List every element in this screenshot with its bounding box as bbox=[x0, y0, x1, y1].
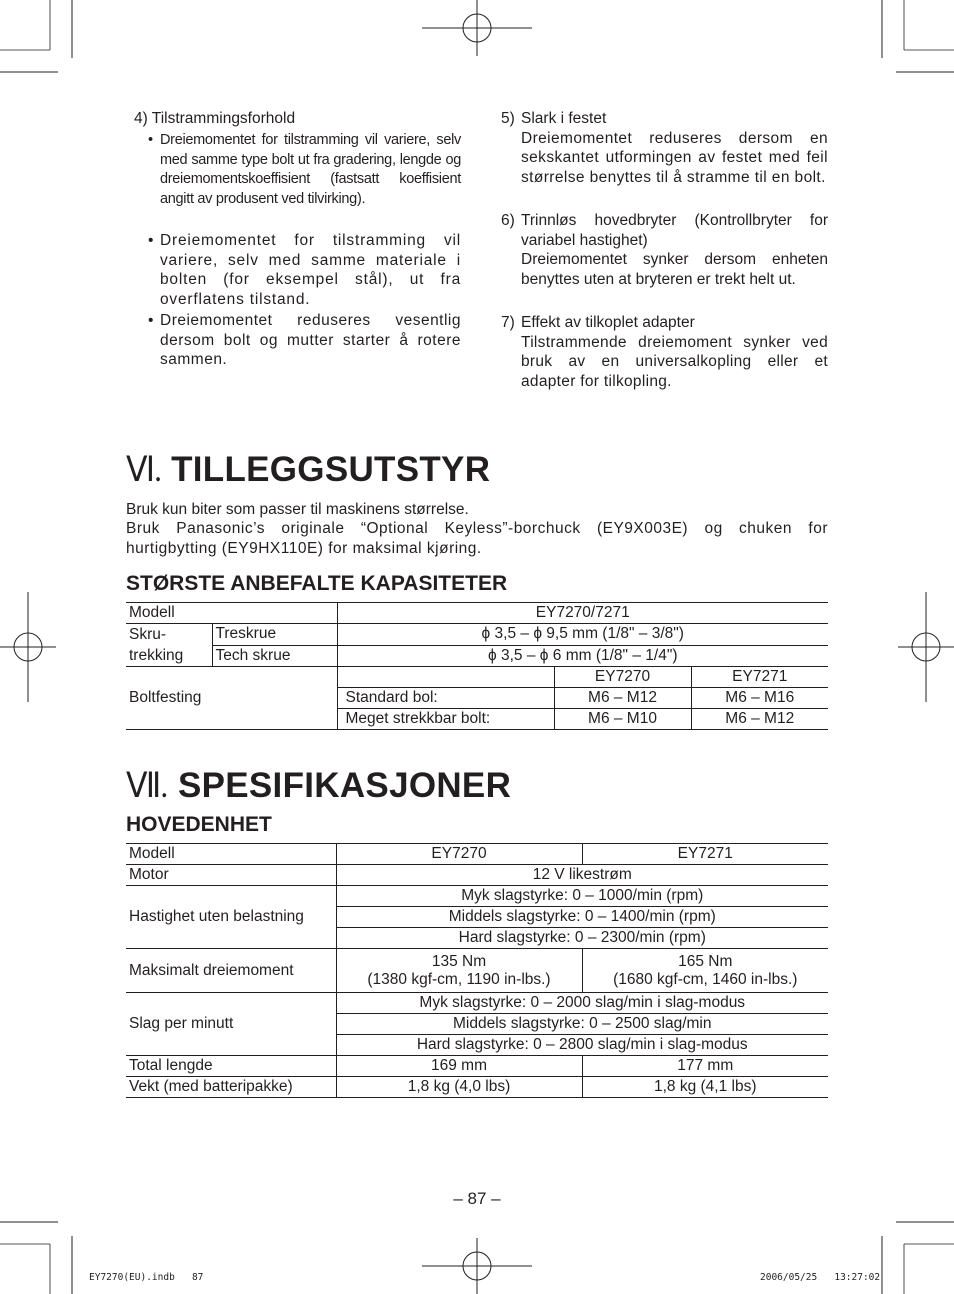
footer-file: EY7270(EU).indb 87 bbox=[89, 1272, 204, 1283]
spec-length-label: Total lengde bbox=[126, 1056, 336, 1077]
capacities-heading: STØRSTE ANBEFALTE KAPASITETER bbox=[126, 572, 508, 595]
spec-torque-b-nm: 165 Nm bbox=[678, 952, 733, 970]
item-6 bbox=[501, 211, 828, 289]
main-unit-heading: HOVEDENHET bbox=[126, 813, 272, 836]
section-6-para-2: Bruk Panasonic’s originale “Optional Keyless”-borchuck (EY9X003E) og chuken for hurtigbytting (EY9HX110E) for maksimal kjøring. bbox=[126, 520, 828, 557]
item-5-body: Dreiemomentet reduseres dersom en sekskantet utformingen av festet med feil størrelse benyttes til å stramme til en bolt. bbox=[521, 129, 828, 186]
spec-speed-2: Middels slagstyrke: 0 – 1400/min (rpm) bbox=[336, 907, 828, 928]
cap-tech-value: ϕ 3,5 – ϕ 6 mm (1/8" – 1/4") bbox=[337, 645, 828, 667]
table-row bbox=[126, 1077, 828, 1098]
spec-impact-3: Hard slagstyrke: 0 – 2800 slag/min i slag-modus bbox=[336, 1035, 828, 1056]
item-7-body: Tilstrammende dreiemoment synker ved bruk av en universalkopling eller et adapter for tilkopling. bbox=[521, 333, 828, 390]
spec-motor-label: Motor bbox=[126, 865, 336, 886]
cap-std-b: M6 – M16 bbox=[691, 688, 828, 709]
spec-weight-b: 1,8 kg (4,1 lbs) bbox=[582, 1077, 828, 1098]
table-row bbox=[126, 949, 828, 993]
specifications-table bbox=[126, 843, 828, 1098]
table-row bbox=[126, 886, 828, 907]
item-6-number: 6) bbox=[501, 212, 515, 229]
footer-datetime: 2006/05/25 13:27:02 bbox=[760, 1272, 881, 1283]
spec-col-b: EY7271 bbox=[582, 844, 828, 865]
cap-treskrue-label: Treskrue bbox=[212, 624, 337, 646]
table-row bbox=[126, 1056, 828, 1077]
bullet-3: • Dreiemomentet reduseres vesentlig dersom bolt og mutter starter å rotere sammen. bbox=[148, 312, 461, 368]
table-row bbox=[126, 865, 828, 886]
bullet-2: • Dreiemomentet for tilstramming vil variere, selv med samme materiale i bolten (for eksempel stål), ut fra overflatens tilstand. bbox=[148, 232, 461, 308]
cap-std-label: Standard bol: bbox=[337, 688, 554, 709]
page-number: – 87 – bbox=[453, 1189, 501, 1208]
crop-mark-top-left bbox=[0, 0, 80, 80]
table-row bbox=[126, 993, 828, 1014]
section-6-numeral: Ⅵ. bbox=[126, 450, 162, 489]
cap-tech-label: Tech skrue bbox=[212, 645, 337, 667]
section-6-para-1: Bruk kun biter som passer til maskinens størrelse. bbox=[126, 501, 469, 518]
spec-speed-3: Hard slagstyrke: 0 – 2300/min (rpm) bbox=[336, 928, 828, 949]
registration-mark-top bbox=[422, 0, 532, 60]
cap-high-b: M6 – M12 bbox=[691, 709, 828, 730]
cap-empty-cell bbox=[337, 667, 554, 688]
crop-mark-bottom-left bbox=[0, 1214, 80, 1294]
table-row bbox=[126, 645, 828, 667]
item-7-title: Effekt av tilkoplet adapter bbox=[521, 314, 695, 331]
table-row bbox=[126, 603, 828, 624]
item-7 bbox=[501, 313, 828, 391]
cap-modell-label: Modell bbox=[126, 603, 337, 624]
spec-weight-label: Vekt (med batteripakke) bbox=[126, 1077, 336, 1098]
spec-motor-value: 12 V likestrøm bbox=[336, 865, 828, 886]
item-5-title: Slark i festet bbox=[521, 110, 607, 127]
cap-col-b: EY7271 bbox=[691, 667, 828, 688]
section-7-numeral: Ⅶ. bbox=[126, 766, 168, 805]
item-5 bbox=[501, 109, 828, 187]
table-row bbox=[126, 624, 828, 646]
spec-modell-label: Modell bbox=[126, 844, 336, 865]
cap-std-a: M6 – M12 bbox=[554, 688, 691, 709]
table-row bbox=[126, 667, 828, 688]
bullet-1: • Dreiemomentet for tilstramming vil variere, selv med samme type bolt ut fra gradering, lengde og dreiemomentskoeffisient (fastsatt koeffisient angitt av produsent ved tilvirking). bbox=[148, 132, 461, 207]
registration-mark-right bbox=[898, 592, 954, 702]
spec-length-b: 177 mm bbox=[582, 1056, 828, 1077]
capacities-table bbox=[126, 602, 828, 730]
bullet-3-text: Dreiemomentet reduseres vesentlig dersom bolt og mutter starter å rotere sammen. bbox=[160, 312, 461, 368]
spec-torque-a bbox=[336, 949, 582, 993]
spec-length-a: 169 mm bbox=[336, 1056, 582, 1077]
spec-torque-a-alt: (1380 kgf-cm, 1190 in-lbs.) bbox=[367, 970, 551, 988]
crop-mark-bottom-right bbox=[874, 1214, 954, 1294]
spec-impact-2: Middels slagstyrke: 0 – 2500 slag/min bbox=[336, 1014, 828, 1035]
spec-torque-label: Maksimalt dreiemoment bbox=[126, 949, 336, 993]
spec-speed-label: Hastighet uten belastning bbox=[126, 886, 336, 949]
registration-mark-left bbox=[0, 592, 60, 702]
item-7-number: 7) bbox=[501, 314, 515, 331]
cap-treskrue-value: ϕ 3,5 – ϕ 9,5 mm (1/8" – 3/8") bbox=[337, 624, 828, 646]
cap-skru-label bbox=[126, 624, 212, 667]
item-5-number: 5) bbox=[501, 110, 515, 127]
cap-col-a: EY7270 bbox=[554, 667, 691, 688]
bullet-1-text: Dreiemomentet for tilstramming vil variere, selv med samme type bolt ut fra gradering, lengde og dreiemomentskoeffisient (fastsatt koeffisient angitt av produsent ved tilvirking). bbox=[160, 132, 461, 207]
spec-weight-a: 1,8 kg (4,0 lbs) bbox=[336, 1077, 582, 1098]
cap-modell-value: EY7270/7271 bbox=[337, 603, 828, 624]
spec-col-a: EY7270 bbox=[336, 844, 582, 865]
crop-mark-top-right bbox=[874, 0, 954, 80]
spec-impact-1: Myk slagstyrke: 0 – 2000 slag/min i slag-modus bbox=[336, 993, 828, 1014]
section-6-heading bbox=[126, 450, 490, 490]
cap-bolt-label: Boltfesting bbox=[126, 667, 337, 730]
cap-high-a: M6 – M10 bbox=[554, 709, 691, 730]
cap-skru-text: Skru- trekking bbox=[129, 626, 184, 664]
spec-speed-1: Myk slagstyrke: 0 – 1000/min (rpm) bbox=[336, 886, 828, 907]
item-6-body: Dreiemomentet synker dersom enheten benyttes uten at bryteren er trekt helt ut. bbox=[521, 251, 828, 288]
section-7-title: SPESIFIKASJONER bbox=[177, 766, 512, 805]
registration-mark-bottom bbox=[422, 1238, 532, 1294]
cap-high-label: Meget strekkbar bolt: bbox=[337, 709, 554, 730]
table-row bbox=[126, 844, 828, 865]
section-6-title: TILLEGGSUTSTYR bbox=[171, 450, 491, 489]
section-7-heading bbox=[126, 766, 511, 806]
item-6-title: Trinnløs hovedbryter (Kontrollbryter for variabel hastighet) bbox=[521, 212, 828, 249]
bullet-2-text: Dreiemomentet for tilstramming vil variere, selv med samme materiale i bolten (for eksempel stål), ut fra overflatens tilstand. bbox=[160, 232, 461, 308]
spec-torque-a-nm: 135 Nm bbox=[431, 952, 487, 970]
spec-torque-b bbox=[582, 949, 828, 993]
item-4-title: 4) Tilstrammingsforhold bbox=[134, 110, 296, 127]
spec-impact-label: Slag per minutt bbox=[126, 993, 336, 1056]
spec-torque-b-alt: (1680 kgf-cm, 1460 in-lbs.) bbox=[613, 970, 798, 988]
